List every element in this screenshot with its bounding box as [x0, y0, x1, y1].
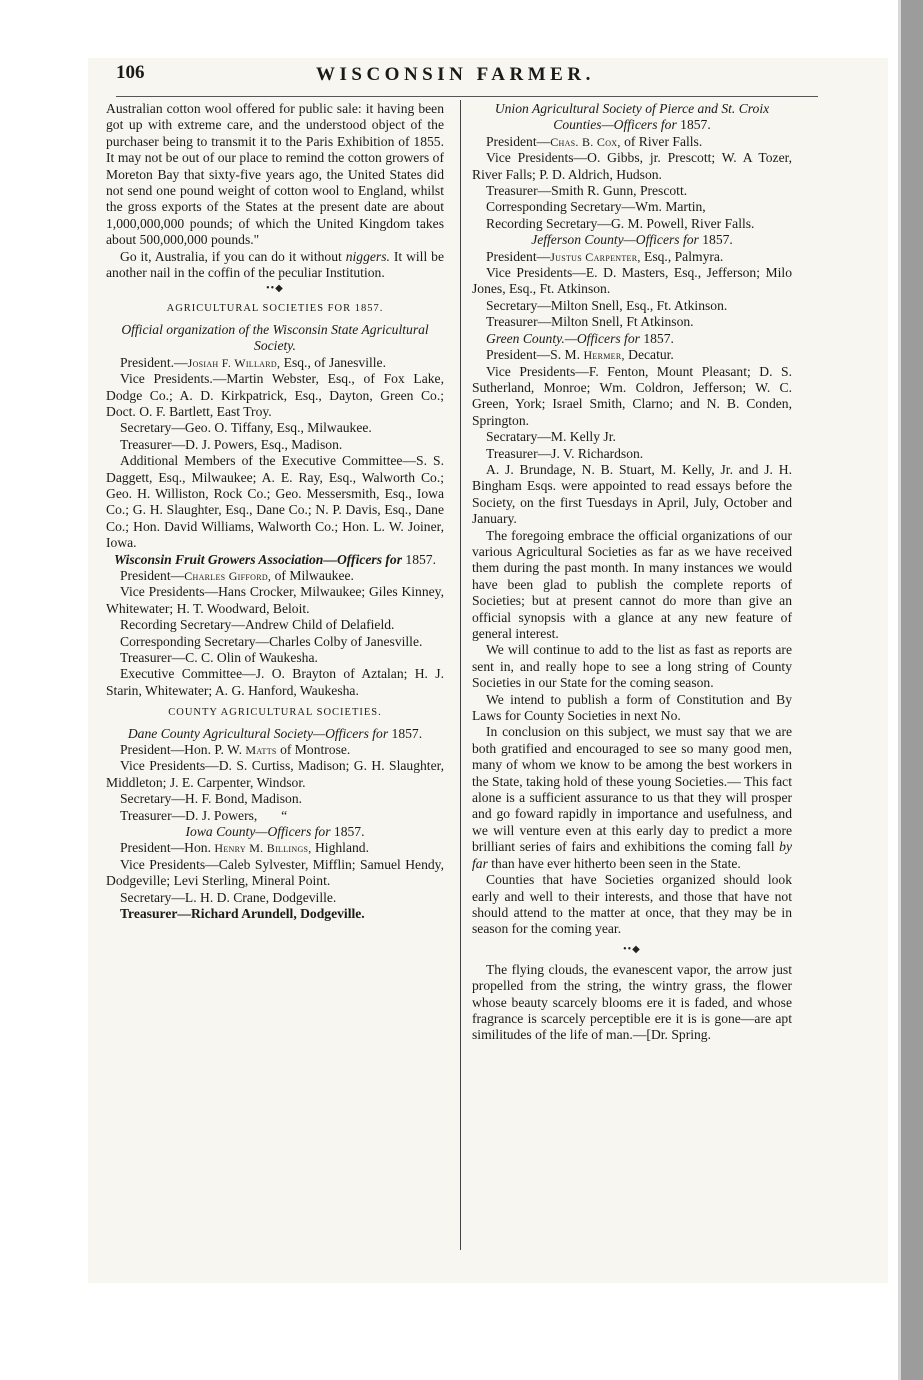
iowa-president: President—Hon. Henry M. Billings, Highland.	[120, 840, 369, 856]
section-ornament: ••◆	[266, 283, 284, 295]
state-president: President.—Josiah F. Willard, Esq., of Janesville.	[120, 354, 386, 370]
iowa-secretary: Secretary—L. H. D. Crane, Dodgeville.	[120, 889, 337, 905]
green-county-title: Green County.—Officers for 1857.	[486, 330, 674, 346]
fruit-corresponding-secretary: Corresponding Secretary—Charles Colby of Janesville.	[120, 633, 423, 649]
dane-treasurer: Treasurer—D. J. Powers, “	[120, 807, 288, 823]
foregoing-paragraph: The foregoing embrace the official organizations of our various Agricultural Societies as far as we have received them during the past month. In many instances we would have been glad to publish the complete reports of Societies; but at present cannot do more than give an official synopsis with a glance at any new feature of general interest.	[472, 527, 792, 641]
fruit-president: President—Charles Gifford, of Milwaukee.	[120, 567, 354, 583]
green-president: President—S. M. Hermer, Decatur.	[486, 347, 674, 363]
state-vice-presidents: Vice Presidents.—Martin Webster, Esq., of Fox Lake, Dodge Co.; A. D. Kirkpatrick, Esq., Dayton, Green Co.; Doct. O. F. Bartlett, East Troy.	[106, 371, 444, 419]
counties-paragraph: Counties that have Societies organized should look early and well to their interests, and those that have not should attend to the matter at once, that they may be in season for the coming year.	[472, 872, 792, 937]
green-secretary: Secratary—M. Kelly Jr.	[486, 429, 616, 445]
fruit-recording-secretary: Recording Secretary—Andrew Child of Delafield.	[120, 617, 395, 633]
right-column	[472, 101, 792, 1044]
section-heading-agricultural-societies: AGRICULTURAL SOCIETIES FOR 1857.	[166, 303, 384, 315]
page-number: 106	[116, 62, 145, 83]
cotton-paragraph: Australian cotton wool offered for public sale: it having been got up with extreme care, and the understood object of the purchaser being to transmit it to the Paris Exhibition of 1855. It may not be out of our place to remind the cotton growers of Moreton Bay that sixty-five years ago, the United States did not send one pound weight of cotton wool to England, whilst the gross exports of the States at the present date are about 1,000,000,000 pounds; of which the United Kingdom takes about 500,000,000 pounds."	[106, 101, 444, 248]
state-executive-committee: Additional Members of the Executive Committee—S. S. Daggett, Esq., Milwaukee; A. E. Ray, Esq., Walworth Co.; Geo. H. Williston, Rock Co.; Geo. Messersmith, Esq., Iowa Co.; G. H. Slaughter, Esq., Dane Co.; N. P. Davis, Esq., Dane Co.; Hon. David Williams, Walworth Co.; Hon. L. W. Joiner, Iowa.	[106, 453, 444, 551]
section-heading-county-societies: COUNTY AGRICULTURAL SOCIETIES.	[168, 707, 382, 719]
jefferson-secretary: Secretary—Milton Snell, Esq., Ft. Atkinson.	[486, 297, 728, 313]
union-corresponding-secretary: Corresponding Secretary—Wm. Martin,	[486, 199, 706, 215]
union-vice-presidents: Vice Presidents—O. Gibbs, jr. Prescott; W. A Tozer, River Falls; P. D. Aldrich, Hudson.	[472, 150, 792, 182]
fruit-vice-presidents: Vice Presidents—Hans Crocker, Milwaukee; Giles Kinney, Whitewater; H. T. Woodward, Beloit.	[106, 584, 444, 616]
state-society-title: Official organization of the Wisconsin State Agricultural Society.	[121, 321, 429, 354]
fruit-treasurer: Treasurer—C. C. Olin of Waukesha.	[120, 650, 318, 665]
jefferson-treasurer: Treasurer—Milton Snell, Ft Atkinson.	[486, 314, 694, 330]
header-rule	[116, 96, 818, 97]
column-divider	[460, 100, 461, 1250]
section-ornament-2: ••◆	[623, 943, 641, 955]
union-society-title: Union Agricultural Society of Pierce and St. Croix Counties—Officers for 1857.	[494, 101, 770, 133]
fruit-executive-committee: Executive Committee—J. O. Brayton of Aztalan; H. J. Starin, Whitewater; A. G. Hanford, Waukesha.	[106, 666, 444, 698]
australia-paragraph: Go it, Australia, if you can do it without niggers. It will be another nail in the coffin of the peculiar Institution.	[106, 248, 444, 281]
conclusion-paragraph: In conclusion on this subject, we must say that we are both gratified and encouraged to see so many good men, many of whom we know to be among the best workers in the State, taking hold of these young Societies.— This fact alone is a sufficient assurance to us that they will prosper and go foward rapidly in importance and usefulness, and we will venture even at this early day to predict a more brilliant series of fairs and exhibitions the coming fall by far than have ever hitherto been seen in the State.	[472, 724, 792, 871]
fruit-growers-title: Wisconsin Fruit Growers Association—Officers for 1857.	[113, 551, 436, 567]
scan-margin	[901, 0, 923, 1380]
dane-vice-presidents: Vice Presidents—D. S. Curtiss, Madison; G. H. Slaughter, Middleton; J. E. Carpenter, Windsor.	[106, 758, 444, 790]
green-treasurer: Treasurer—J. V. Richardson.	[486, 445, 644, 461]
clouds-quotation: The flying clouds, the evanescent vapor, the arrow just propelled from the string, the wintry grass, the flower whose beauty scarcely blooms ere it is faded, and whose fragrance is scarcely perceptible ere it is is gone—are apt similitudes of the life of man.—[Dr. Spring.	[472, 961, 792, 1043]
jefferson-president: President—Justus Carpenter, Esq., Palmyra.	[486, 248, 724, 264]
union-recording-secretary: Recording Secretary—G. M. Powell, River Falls.	[486, 215, 755, 231]
dane-president: President—Hon. P. W. Matts of Montrose.	[120, 742, 351, 758]
essays-paragraph: A. J. Brundage, N. B. Stuart, M. Kelly, Jr. and J. H. Bingham Esqs. were appointed to read essays before the Society, on the first Tuesdays in April, July, October and January.	[472, 461, 792, 527]
left-column	[106, 101, 444, 923]
green-vice-presidents: Vice Presidents—F. Fenton, Mount Pleasant; D. S. Sutherland, Monroe; Wm. Coldron, Jefferson; W. C. Green, York; Israel Smith, Clarno; and N. B. Conden, Springton.	[472, 363, 792, 428]
state-treasurer: Treasurer—D. J. Powers, Esq., Madison.	[120, 436, 343, 452]
iowa-treasurer: Treasurer—Richard Arundell, Dodgeville.	[120, 906, 365, 922]
constitution-paragraph: We intend to publish a form of Constitution and By Laws for County Societies in next No.	[472, 691, 792, 724]
jefferson-county-title: Jefferson County—Officers for 1857.	[531, 232, 733, 248]
running-header	[116, 62, 818, 92]
iowa-vice-presidents: Vice Presidents—Caleb Sylvester, Mifflin; Samuel Hendy, Dodgeville; Levi Sterling, Mineral Point.	[106, 856, 444, 889]
iowa-county-title: Iowa County—Officers for 1857.	[185, 824, 365, 840]
continue-paragraph: We will continue to add to the list as fast as reports are sent in, and really hope to see a long string of County Societies in our State for the coming season.	[472, 642, 792, 691]
publication-title: WISCONSIN FARMER.	[316, 64, 595, 85]
dane-county-title: Dane County Agricultural Society—Officers for 1857.	[127, 725, 423, 741]
jefferson-vice-presidents: Vice Presidents—E. D. Masters, Esq., Jefferson; Milo Jones, Esq., Ft. Atkinson.	[472, 265, 792, 297]
state-secretary: Secretary—Geo. O. Tiffany, Esq., Milwaukee.	[120, 420, 372, 436]
dane-secretary: Secretary—H. F. Bond, Madison.	[120, 791, 303, 807]
union-president: President—Chas. B. Cox, of River Falls.	[486, 133, 703, 149]
union-treasurer: Treasurer—Smith R. Gunn, Prescott.	[486, 183, 688, 199]
